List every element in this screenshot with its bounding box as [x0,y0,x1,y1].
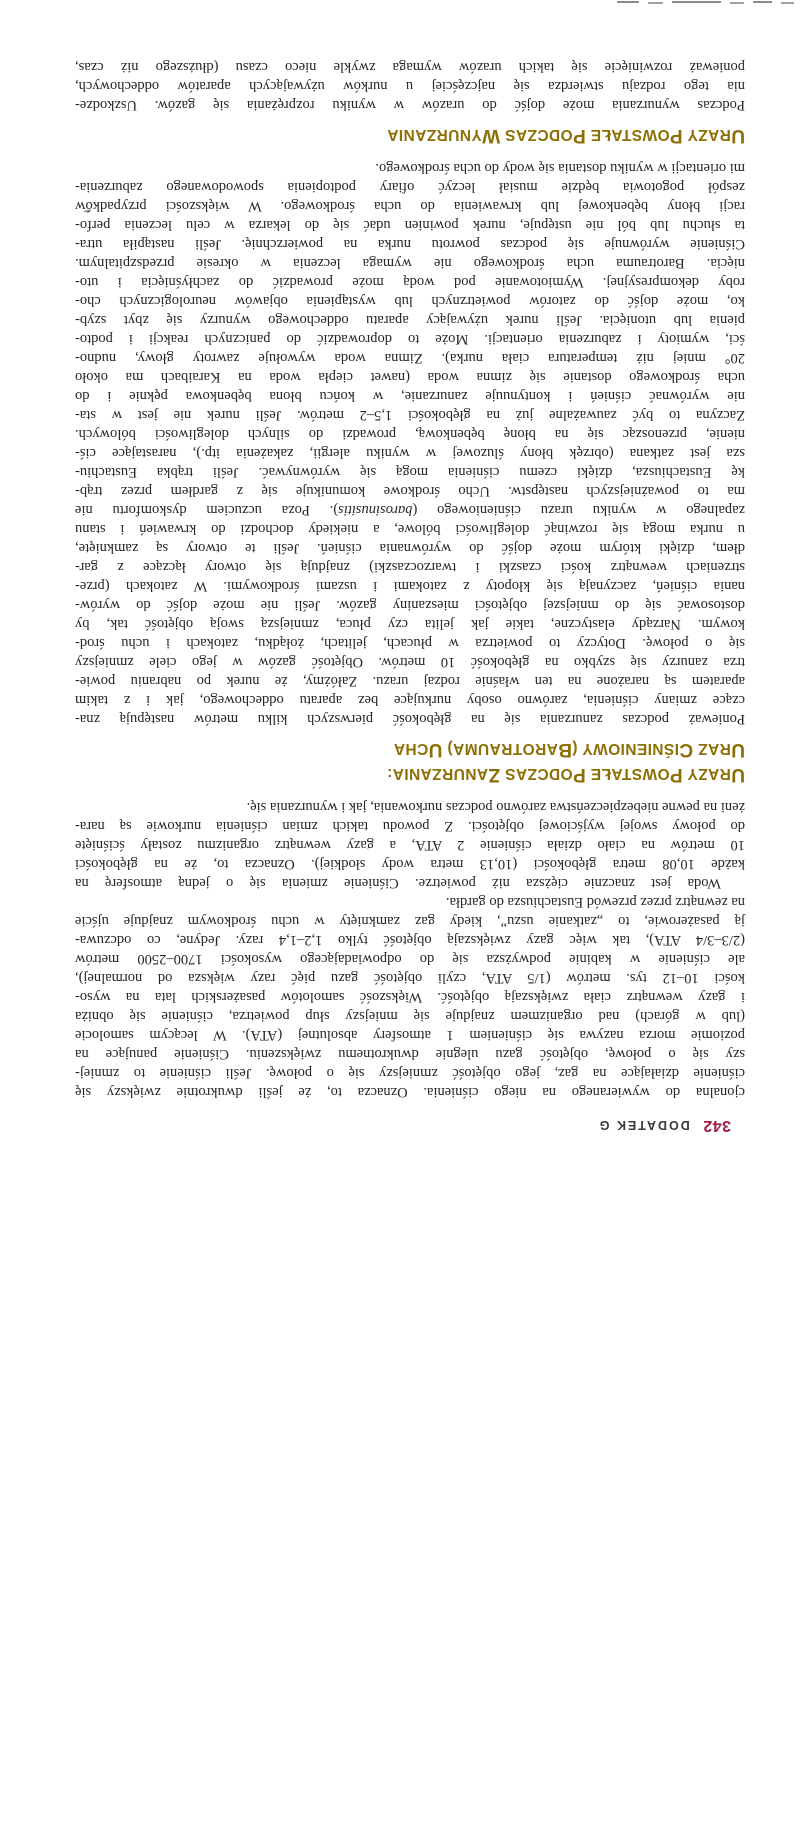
text-line: URAZY POWSTAŁE PODCZAS WYNURZANIA [386,125,745,146]
text-line: (lub w górach) nad organizmem znajduje się mniejszy słup powietrza, ciśnienie się obniża [75,1008,745,1024]
page-number: 342 [702,1117,731,1134]
text-line: poziomie morza nazywa się ciśnieniem 1 atmosfery absolutnej (ATA). W lecącym samolocie [75,1027,745,1043]
text-line: ta słuchu lub ból nie ustępuje, nurek powinien udać się do lekarza w celu leczenia perfo- [75,217,745,233]
text-blocks [75,57,745,1101]
text-line: ale ciśnienie w kabinie podwyższa się do odpowiadającego wysokości 1700–2500 metrów [75,951,745,967]
text-line: URAZY POWSTAŁE PODCZAS ZANURZANIA: [386,764,745,785]
text-line: dostosować się do mniejszej objętości mieszaniny gazów. Jeśli nie może dojść do wyrów- [75,597,745,613]
text-line: roby dekompresyjnej. Wymiotowanie pod wodą może prowadzić do zachłyśnięcia i uto- [75,274,745,290]
text-line: trza zanurzy się szybko na głębokość 10 metrów. Objętość gazów w jego ciele zmniejszy [75,654,745,670]
text-line: Podczas wynurzania może dojść do urazów w wyniku rozprężania się gazów. Uszkodze- [75,97,745,113]
paragraph [75,797,745,892]
text-line: URAZ CIŚNIENIOWY (BAROTRAUMA) UCHA [393,739,745,760]
text-line: Ponieważ podczas zanurzania się na głębokość pierwszych kilku metrów następują zna- [75,711,745,727]
text-line: żeni na pewne niebezpieczeństwa zarówno podczas nurkowania, jak i wynurzania się. [246,799,745,815]
text-line: zapalnego w wyniku urazu ciśnieniowego (barosinusitis). Poza uczuciem dyskomfortu nie [74,502,745,518]
text-line: nania ciśnień, zaczynają się kłopoty z zatokami i uszami środkowymi. W zatokach (prze- [75,578,745,594]
section-heading [75,737,745,787]
text-line: nienie, przenosząc się na błonę bębenkową, prowadzi do silnych dolegliwości bólowych. [75,426,745,442]
text-line: ucha środkowego dostanie się zimna woda (nawet ciepła woda na Karaibach ma około [75,369,745,385]
paragraph [75,892,745,1101]
text-line: 10 metrów na ciało działa ciśnienie 2 ATA, a gazy wewnątrz organizmu zostały ściśnięte [75,837,745,853]
paragraph [75,57,745,114]
text-line: ści, wymioty i zaburzenia orientacji. Może to doprowadzić do panicznych reakcji i podto- [75,331,745,347]
text-line: cjonalna do wywieranego na niego ciśnienia. Oznacza to, że jeśli dwukrotnie zwiększy się [75,1084,745,1100]
text-column [75,57,745,1135]
text-line: i gazy wewnątrz ciała zwiększają objętość. Większość samolotów pasażerskich lata na wyso- [75,989,745,1005]
text-line: Woda jest znacznie cięższa niż powietrze. Ciśnienie zmienia się o jedną atmosferę na [75,875,721,891]
text-line: się o połowę. Dotyczy to powietrza w płucach, jelitach, żołądku, zatokach i uchu środ- [75,635,745,651]
text-line: czące zmiany ciśnienia, zarówno osoby nurkujące bez aparatu oddechowego, jak i z takim [75,692,745,708]
section-title: DODATEK G [597,1118,690,1132]
page-header [75,1115,731,1135]
text-line: Ciśnienie wyrównuje się podczas powrotu nurka na powierzchnię. Jeśli nastąpiła utra- [75,236,745,252]
text-line: aparatem są narażone na ten właśnie rodzaj urazu. Załóżmy, że nurek po nabraniu powie- [75,673,745,689]
text-line: dłem, dzięki którym może dojść do wyrównania ciśnień. Jeśli te otwory są zamknięte, [75,540,745,556]
text-line: każde 10,08 metra głębokości (10,13 metra wody słodkiej). Oznacza to, że na głębokości [75,856,745,872]
text-line: nie wyrównać ciśnień i kontynuuje zanurzanie, w końcu błona bębenkowa pęknie i do [75,388,745,404]
text-line: ma to poważniejszych następstw. Ucho środkowe komunikuje się z gardłem przez trąb- [75,483,745,499]
text-line: pienia lub utonięcia. Jeśli nurek używający aparatu oddechowego wynurzy się zbyt szyb- [75,312,745,328]
text-line: nia tego rodzaju stwierdza się najczęściej u nurków używających aparatów oddechowych, [75,78,745,94]
text-line: (2/3–3/4 ATA), tak więc gazy zwiększają objętość tylko 1,2–1,4 razy. Jedyne, co odczuwa- [75,932,745,948]
text-line: kości 10–12 tys. metrów (1/5 ATA, czyli objętość gazu pięć razy większa od normalnej), [75,970,745,986]
text-line: na zewnątrz przez przewód Eustachiusza do gardła. [445,894,745,910]
text-line: szy się o połowę, objętość gazu ulegnie dwukrotnemu zwiększeniu. Ciśnienie panujące na [75,1046,745,1062]
text-line: mi orientacji w wyniku dostania się wody do ucha środkowego. [375,160,745,176]
text-line: ją pasażerowie, to „zatkanie uszu”, kiedy gaz zamknięty w uchu środkowym znajduje ujście [75,913,745,929]
section-heading [75,123,745,148]
text-line: zespół pogotowia będzie musiał leczyć ofiary podtopienia spowodowanego zaburzenia- [75,179,745,195]
text-line: strzeniach wewnątrz kości czaszki i twarzoczaszki) znajdują się otwory łączące z gar- [75,559,745,575]
text-line: kowym. Narządy elastyczne, takie jak jelita czy płuca, zmniejszą swoją objętość tak, by [75,616,745,632]
text-line: ponieważ rozwinięcie się takich urazów wymaga zwykle nieco czasu (dłuższego niż czas, [75,59,745,75]
text-line: 20° mniej niż temperatura ciała nurka). Zimna woda wywołuje zawroty głowy, nudno- [75,350,745,366]
text-line: u nurka mogą się rozwinąć dolegliwości bólowe, a niekiedy dochodzi do krwawień i stanu [75,521,745,537]
text-line: Zaczyna to być zauważalne już na głębokości 1,5–2 metrów. Jeśli nurek nie jest w sta- [75,407,745,423]
text-line: ko, może dojść do zatorów powietrznych lub wystąpienia objawów neurologicznych cho- [75,293,745,309]
text-line: nięcia. Barotrauma ucha środkowego nie wymaga leczenia w okresie przedszpitalnym. [75,255,745,271]
text-line: sza jest zatkana (obrzęk błony śluzowej w wyniku alergii, zakażenia itp.), narastające ciś- [75,445,745,461]
text-line: do połowy swojej wyjściowej objętości. Z powodu takich zmian ciśnienia nurkowie są nara- [75,818,745,834]
paragraph [75,158,745,728]
text-line: racji błony bębenkowej lub krwawienia do ucha środkowego. W większości przypadków [75,198,745,214]
text-line: kę Eustachiusza, dzięki czemu ciśnienia mogą się wyrównywać. Jeśli trąbka Eustachiu- [75,464,745,480]
text-line: ciśnienie działające na gaz, jego objętość zmniejszy się o połowę. Jeśli ciśnienie to zmniej- [75,1065,745,1081]
